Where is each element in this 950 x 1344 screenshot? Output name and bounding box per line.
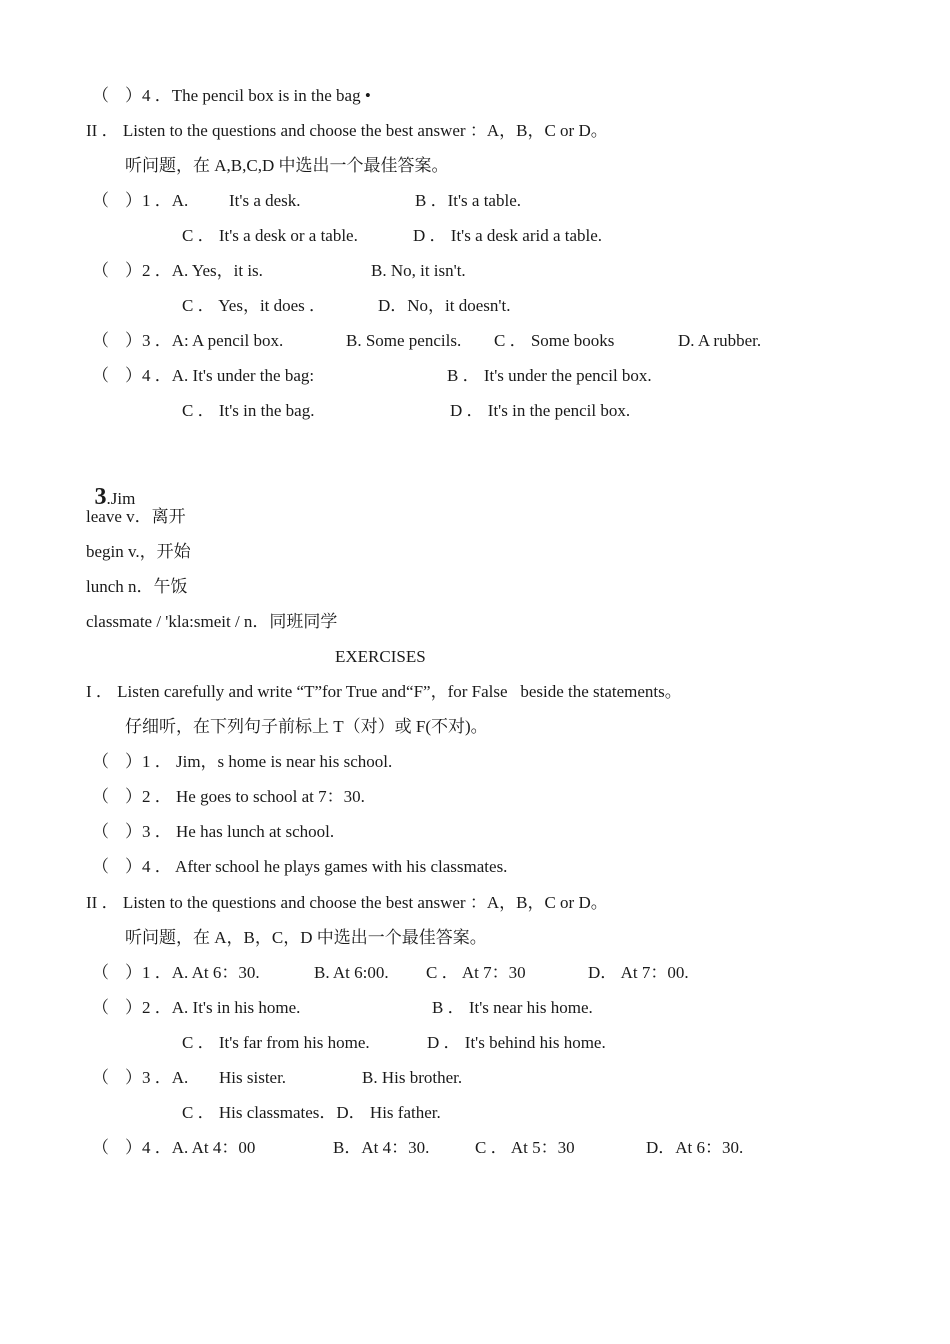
option-b: B. His brother. bbox=[362, 1068, 463, 1087]
option-b: B ．It's a table. bbox=[415, 191, 521, 210]
question-label: ）1 ．A. bbox=[125, 191, 189, 210]
question-label: ）3 ．A. bbox=[125, 1068, 189, 1087]
section-heading: II ． Listen to the questions and choose the best answer ：A，B，C or D。 bbox=[86, 893, 608, 912]
section-heading-chinese: 听问题，在 A,B,C,D 中选出一个最佳答案。 bbox=[125, 156, 449, 175]
section-heading: I ． Listen carefully and write “T”for True and“F”，for False beside the statements。 bbox=[86, 682, 682, 701]
option-b: B. Some pencils. bbox=[346, 331, 462, 350]
statement-item: ）2 ． He goes to school at 7：30. bbox=[125, 787, 365, 806]
option-c: C ． Some books bbox=[494, 331, 615, 350]
option-d: D. A rubber. bbox=[678, 331, 762, 350]
statement-item: ）4 ． After school he plays games with his classmates. bbox=[125, 857, 508, 876]
option-d: D ． It's a desk arid a table. bbox=[413, 226, 603, 245]
option-b: B. No, it isn't. bbox=[371, 261, 466, 280]
option-d: D ． It's behind his home. bbox=[427, 1033, 606, 1052]
option-d: D．At 6：30. bbox=[646, 1138, 744, 1157]
option-d: D．No，it doesn't. bbox=[378, 296, 511, 315]
question-label: ）4 ．A. It's under the bag: bbox=[125, 366, 315, 385]
question-label: ）1 ．A. At 6：30. bbox=[125, 963, 260, 982]
answer-paren[interactable]: （ bbox=[92, 331, 109, 350]
option-c-d: C ． His classmates．D． His father. bbox=[182, 1103, 441, 1122]
exercises-heading: EXERCISES bbox=[335, 647, 426, 666]
option-a: It's a desk. bbox=[229, 191, 301, 210]
option-c: C ． It's in the bag. bbox=[182, 401, 315, 420]
answer-paren[interactable]: （ bbox=[92, 191, 109, 210]
answer-paren[interactable]: （ bbox=[92, 857, 109, 876]
option-c: C ． It's far from his home. bbox=[182, 1033, 370, 1052]
vocab-item: begin v.，开始 bbox=[86, 542, 191, 561]
option-d: D ． It's in the pencil box. bbox=[450, 401, 631, 420]
vocab-item: leave v．离开 bbox=[86, 507, 186, 526]
statement-item: ）3 ． He has lunch at school. bbox=[125, 822, 335, 841]
option-c: C ． It's a desk or a table. bbox=[182, 226, 358, 245]
answer-paren[interactable]: （ bbox=[92, 1068, 109, 1087]
lesson-name: .Jim bbox=[106, 489, 136, 508]
question-label: ）2 ．A. Yes，it is. bbox=[125, 261, 263, 280]
question-label: ）2 ．A. It's in his home. bbox=[125, 998, 301, 1017]
option-b: B. At 6:00. bbox=[314, 963, 389, 982]
lesson-title bbox=[86, 467, 135, 509]
question-4-statement: ）4 ．The pencil box is in the bag • bbox=[125, 86, 371, 105]
answer-paren[interactable]: （ bbox=[92, 261, 109, 280]
section-heading-chinese: 听问题，在 A，B，C，D 中选出一个最佳答案。 bbox=[125, 928, 487, 947]
option-d: D． At 7：00. bbox=[588, 963, 689, 982]
option-b: B．At 4：30. bbox=[333, 1138, 430, 1157]
answer-paren[interactable]: （ bbox=[92, 963, 109, 982]
answer-paren[interactable]: （ bbox=[92, 822, 109, 841]
option-b: B ． It's near his home. bbox=[432, 998, 593, 1017]
section-heading-chinese: 仔细听，在下列句子前标上 T（对）或 F(不对)。 bbox=[125, 717, 488, 736]
answer-paren[interactable]: （ bbox=[92, 752, 109, 771]
option-c: C ． Yes，it does ． bbox=[182, 296, 327, 315]
answer-paren[interactable]: （ bbox=[92, 998, 109, 1017]
answer-paren[interactable]: （ bbox=[92, 1138, 109, 1157]
lesson-number: 3 bbox=[94, 484, 107, 510]
option-a: His sister. bbox=[219, 1068, 287, 1087]
answer-paren[interactable]: （ bbox=[92, 366, 109, 385]
section-heading: II ． Listen to the questions and choose the best answer ：A，B，C or D。 bbox=[86, 121, 608, 140]
vocab-item: classmate / 'kla:smeit / n．同班同学 bbox=[86, 612, 338, 631]
question-label: ）4 ．A. At 4：00 bbox=[125, 1138, 256, 1157]
option-c: C ． At 7：30 bbox=[426, 963, 526, 982]
option-b: B ． It's under the pencil box. bbox=[447, 366, 652, 385]
option-c: C ． At 5：30 bbox=[475, 1138, 575, 1157]
answer-paren[interactable]: （ bbox=[92, 86, 109, 105]
statement-item: ）1 ． Jim，s home is near his school. bbox=[125, 752, 393, 771]
question-label: ）3 ．A: A pencil box. bbox=[125, 331, 284, 350]
vocab-item: lunch n．午饭 bbox=[86, 577, 188, 596]
answer-paren[interactable]: （ bbox=[92, 787, 109, 806]
